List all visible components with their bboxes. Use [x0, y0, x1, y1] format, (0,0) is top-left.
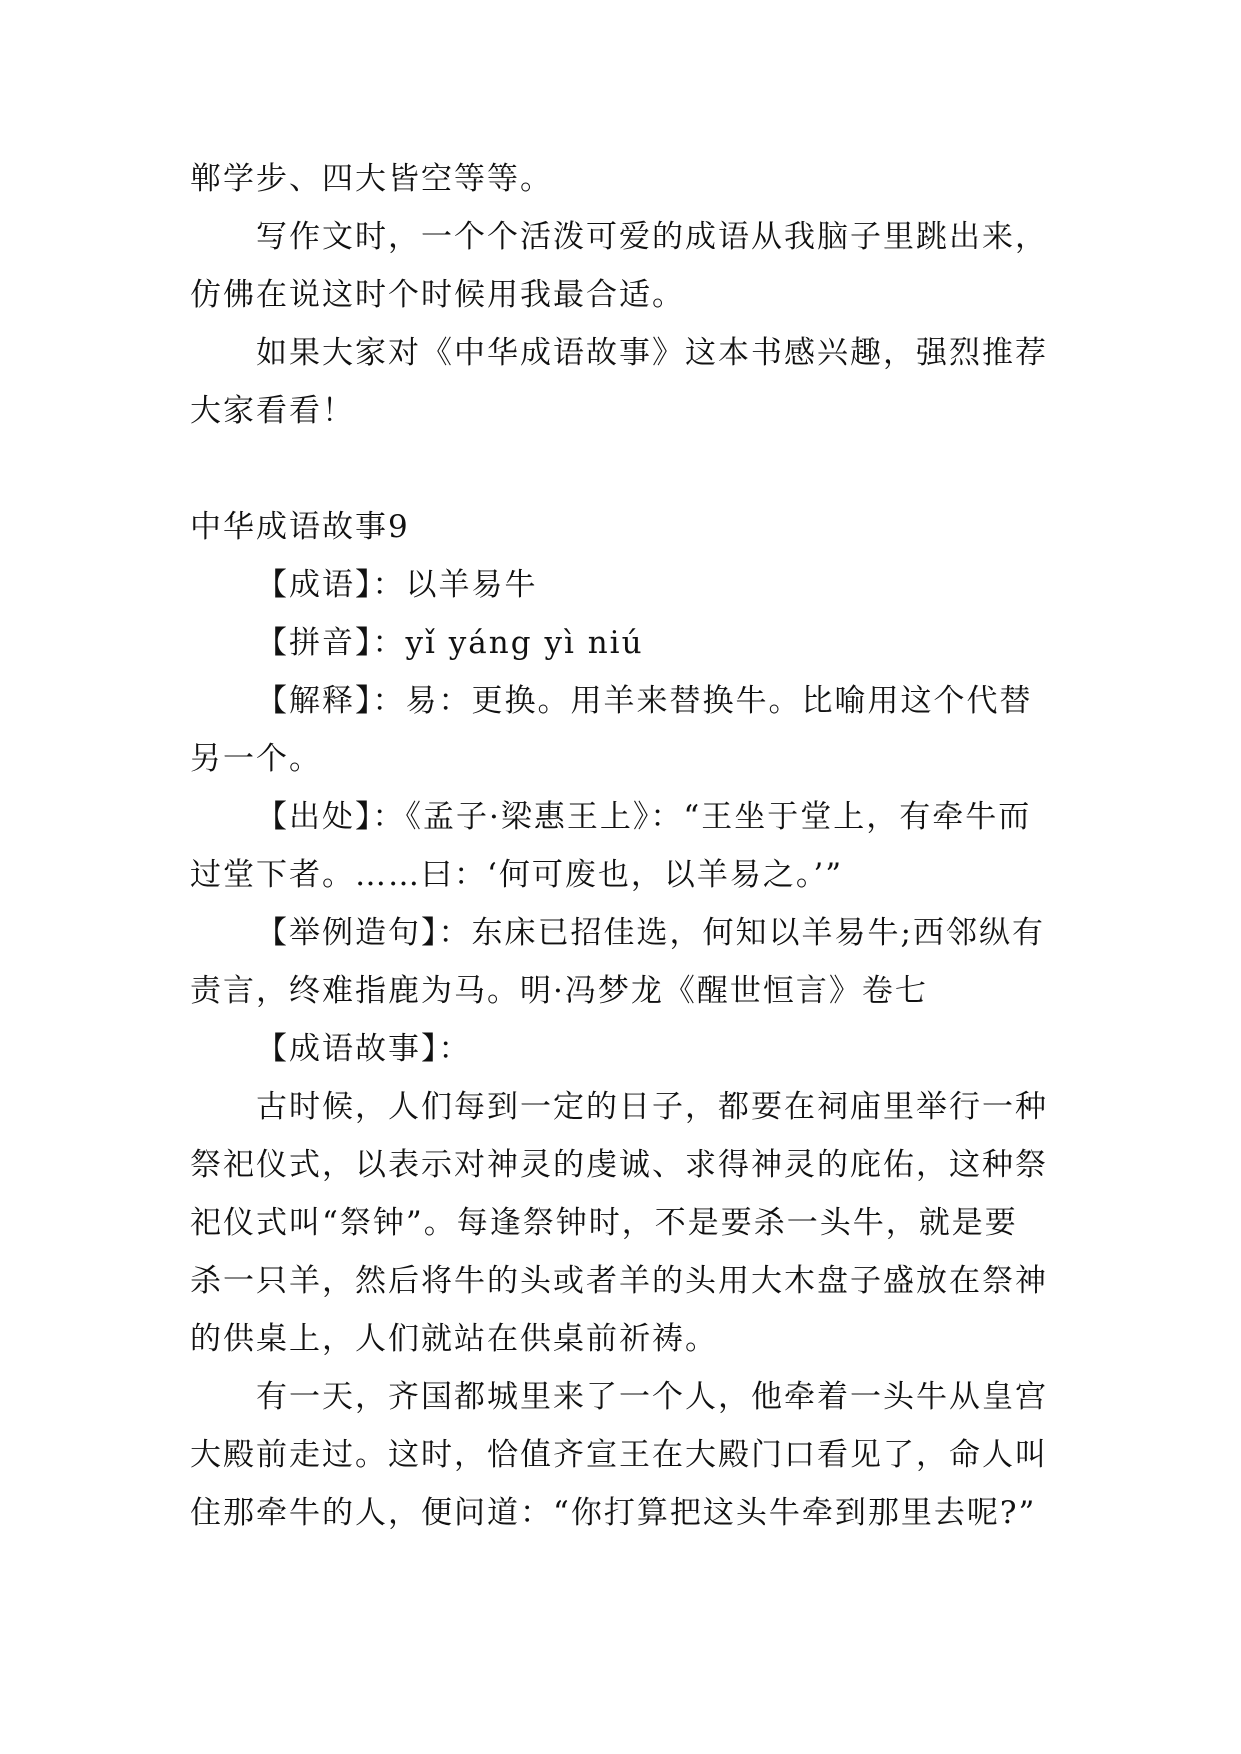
- entry-explanation: 【解释】：易：更换。用羊来替换牛。比喻用这个代替另一个。: [190, 683, 1033, 777]
- paragraph-continuation: 郸学步、四大皆空等等。: [190, 161, 553, 197]
- entry-story-label: 【成语故事】：: [256, 1031, 472, 1067]
- entry-pinyin: 【拼音】：yǐ yáng yì niú: [256, 625, 644, 661]
- story-paragraph-1: 古时候，人们每到一定的日子，都要在祠庙里举行一种祭祀仪式，以表示对神灵的虔诚、求得神灵的庇佑，这种祭祀仪式叫“祭钟”。每逢祭钟时，不是要杀一头牛，就是要杀一只羊，然后将牛的头或者羊的头用大木盘子盛放在祭神的供桌上，人们就站在供桌前祈祷。: [190, 1089, 1048, 1357]
- section-heading: 中华成语故事9: [190, 509, 410, 545]
- entry-source: 【出处】：《孟子·梁惠王上》：“王坐于堂上，有牵牛而过堂下者。……曰：‘何可废也，以羊易之。’”: [190, 799, 1032, 893]
- paragraph-recommendation: 如果大家对《中华成语故事》这本书感兴趣，强烈推荐大家看看！: [190, 335, 1048, 429]
- document-body: [190, 150, 1050, 1542]
- entry-idiom: 【成语】：以羊易牛: [256, 567, 538, 603]
- paragraph-writing: 写作文时，一个个活泼可爱的成语从我脑子里跳出来，仿佛在说这时个时候用我最合适。: [190, 219, 1048, 313]
- story-paragraph-2: 有一天，齐国都城里来了一个人，他牵着一头牛从皇宫大殿前走过。这时，恰值齐宣王在大殿门口看见了，命人叫住那牵牛的人，便问道：“你打算把这头牛牵到那里去呢?”: [190, 1379, 1048, 1531]
- entry-example: 【举例造句】：东床已招佳选，何知以羊易牛;西邻纵有责言，终难指鹿为马。明·冯梦龙《醒世恒言》卷七: [190, 915, 1045, 1009]
